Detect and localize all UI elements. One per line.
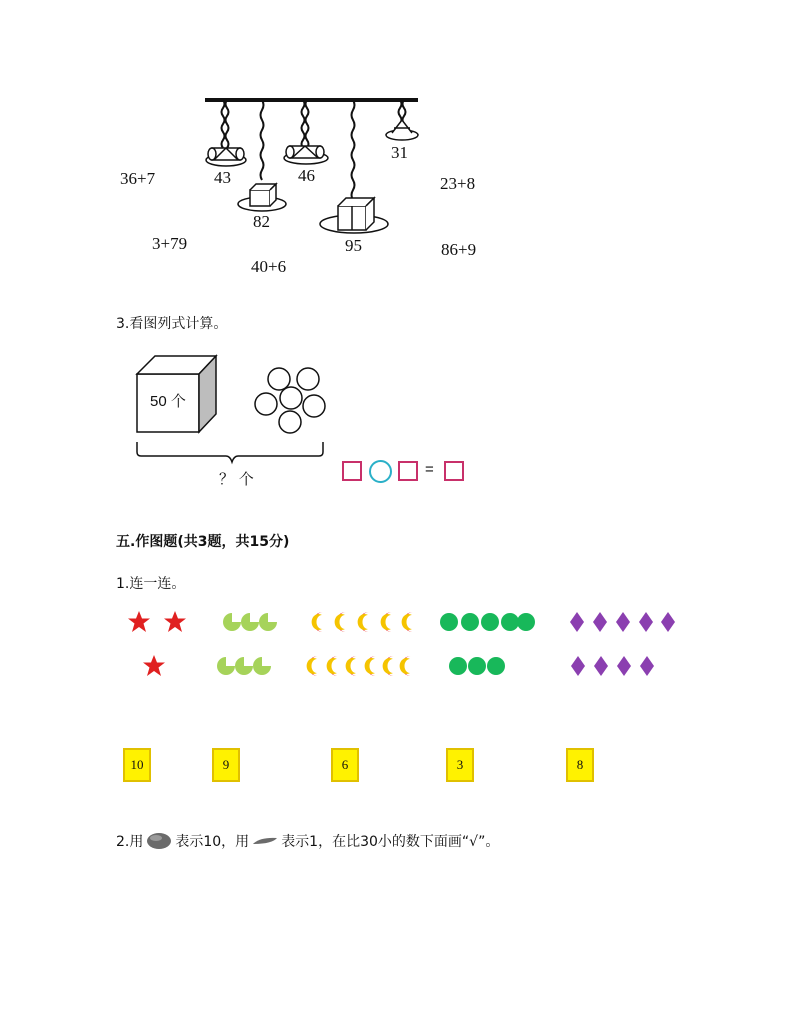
dot-icon (517, 613, 535, 631)
number-card-8[interactable]: 8 (566, 748, 594, 782)
leaf-icon (259, 613, 277, 631)
q3-figure (0, 340, 794, 540)
diamond-icon (640, 656, 654, 676)
answer-box-2[interactable] (398, 461, 418, 481)
rope-43 (222, 100, 225, 148)
expression: 40+6 (251, 257, 287, 276)
question-1-title: 1.连一连。 (116, 576, 186, 592)
expression: 3+79 (152, 234, 188, 253)
box-label: 50 个 (150, 393, 186, 410)
stone-icon (146, 832, 172, 850)
row-2-shapes (143, 655, 654, 676)
dot-icon (487, 657, 505, 675)
question-2-mid: 表示10，用 (175, 834, 250, 850)
moon-icon (381, 612, 392, 632)
moon-icon (358, 612, 369, 632)
section-heading: 五.作图题(共3题，共15分) (116, 534, 290, 550)
rope-95 (352, 100, 355, 200)
hanger-number: 31 (391, 143, 408, 162)
rope-46 (302, 100, 305, 148)
leaf-icon (217, 657, 235, 675)
leaf-icon (241, 613, 259, 631)
rope-82 (261, 100, 264, 180)
diamond-icon (616, 612, 630, 632)
answer-box-3[interactable] (444, 461, 464, 481)
diamond-icon (617, 656, 631, 676)
question-2-suffix: 表示1，在比30小的数下面画“√”。 (281, 834, 500, 850)
expression: 36+7 (120, 169, 156, 188)
diamond-icon (594, 656, 608, 676)
moon-icon (402, 612, 413, 632)
moon-icon (327, 656, 338, 676)
stick-icon (252, 835, 278, 847)
matching-shapes (0, 600, 794, 680)
equals-sign: = (425, 461, 434, 478)
diamond-icon (661, 612, 675, 632)
number-card-3[interactable]: 3 (446, 748, 474, 782)
circles-group (255, 368, 325, 433)
dot-icon (468, 657, 486, 675)
star-icon (164, 611, 186, 632)
diamond-icon (593, 612, 607, 632)
number-card-10[interactable]: 10 (123, 748, 151, 782)
number-card-6[interactable]: 6 (331, 748, 359, 782)
hanging-object-31 (386, 120, 418, 140)
hanging-object-43 (206, 148, 246, 166)
star-icon (143, 655, 165, 676)
hanger-number: 43 (214, 168, 231, 187)
dot-icon (501, 613, 519, 631)
number-card-9[interactable]: 9 (212, 748, 240, 782)
question-2-line (116, 831, 499, 851)
hanger-number: 82 (253, 212, 270, 231)
star-icon (128, 611, 150, 632)
moon-icon (346, 656, 357, 676)
dot-icon (449, 657, 467, 675)
hanging-object-82 (238, 184, 286, 211)
question-label: ？ 个 (219, 470, 254, 488)
diamond-icon (639, 612, 653, 632)
bracket-brace (137, 442, 323, 462)
hanger-number: 95 (345, 236, 362, 255)
moon-icon (383, 656, 394, 676)
leaf-icon (253, 657, 271, 675)
leaf-icon (235, 657, 253, 675)
hanging-object-46 (284, 146, 328, 164)
moon-icon (312, 612, 323, 632)
diamond-icon (571, 656, 585, 676)
dot-icon (481, 613, 499, 631)
moon-icon (365, 656, 376, 676)
row-1-shapes (128, 611, 675, 632)
expression: 86+9 (441, 240, 477, 259)
expression: 23+8 (440, 174, 476, 193)
leaf-icon (223, 613, 241, 631)
hanger-number: 46 (298, 166, 315, 185)
answer-box-1[interactable] (342, 461, 362, 481)
moon-icon (307, 656, 318, 676)
question-3-title: 3.看图列式计算。 (116, 316, 228, 332)
moon-icon (400, 656, 411, 676)
operator-circle[interactable] (369, 460, 392, 483)
diamond-icon (570, 612, 584, 632)
dot-icon (461, 613, 479, 631)
moon-icon (335, 612, 346, 632)
dot-icon (440, 613, 458, 631)
hanging-object-95 (320, 198, 388, 233)
question-2-prefix: 2.用 (116, 834, 144, 850)
